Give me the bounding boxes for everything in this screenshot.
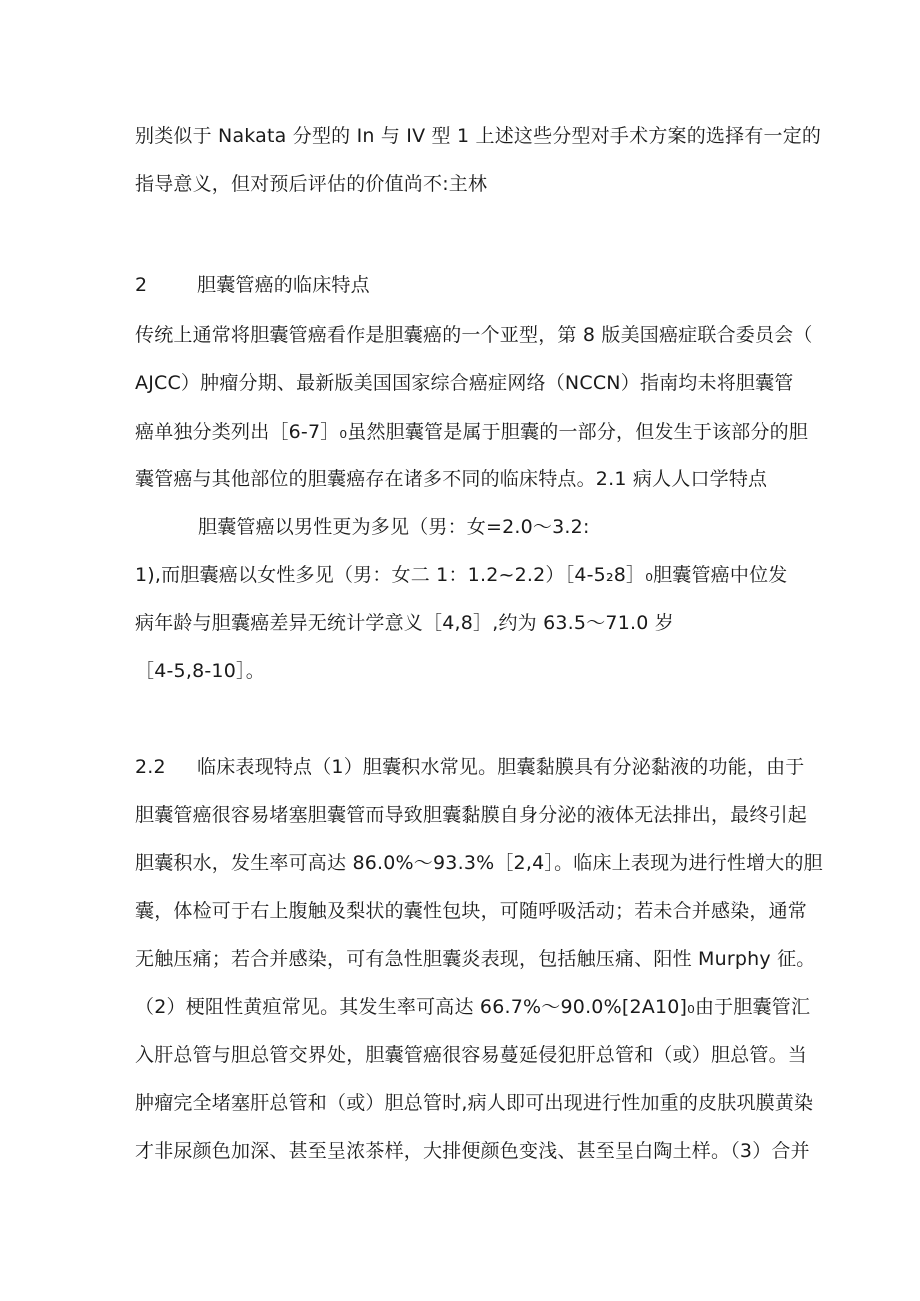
- intro-line-2: 指导意义，但对预后评估的价值尚不:主林: [135, 173, 488, 195]
- section-2-2-line-1-text: 临床表现特点（1）胆囊积水常见。胆囊黏膜具有分泌黏液的功能，由于: [197, 756, 805, 778]
- section-2-2-number: 2.2: [135, 756, 166, 778]
- section-2-2-line-2: 胆囊管癌很容易堵塞胆囊管而导致胆囊黏膜自身分泌的液体无法排出，最终引起: [135, 804, 808, 826]
- section-2-2-line-4: 囊，体检可于右上腹触及梨状的囊性包块，可随呼吸活动；若未合并感染，通常: [135, 900, 808, 922]
- section-2-1-line-3: 病年龄与胆囊癌差异无统计学意义［4,8］,约为 63.5〜71.0 岁: [135, 612, 674, 634]
- section-2-heading: [135, 273, 370, 297]
- section-2-2-line-9: 才非尿颜色加深、甚至呈浓茶样，大排便颜色变浅、甚至呈白陶土样。（3）合并: [135, 1140, 810, 1162]
- section-2-2-line-3: 胆囊积水，发生率可高达 86.0%〜93.3%［2,4］。临床上表现为进行性增大的胆: [135, 852, 823, 874]
- section-2-line-4: 囊管癌与其他部位的胆囊癌存在诸多不同的临床特点。2.1 病人人口学特点: [135, 468, 768, 490]
- section-2-line-2: AJCC）肿瘤分期、最新版美国国家综合癌症网络（NCCN）指南均未将胆囊管: [135, 372, 794, 394]
- section-2-line-1: 传统上通常将胆囊管癌看作是胆囊癌的一个亚型，第 8 版美国癌症联合委员会（: [135, 324, 813, 346]
- section-2-2-line-1: [135, 755, 805, 779]
- section-2-2-line-6: （2）梗阻性黄疸常见。其发生率可高达 66.7%〜90.0%[2A10]₀由于胆囊管汇: [135, 996, 811, 1018]
- section-2-line-3: 癌单独分类列出［6-7］₀虽然胆囊管是属于胆囊的一部分，但发生于该部分的胆: [135, 421, 809, 443]
- section-2-1-line-1: 胆囊管癌以男性更为多见（男：女=2.0〜3.2:: [198, 516, 590, 538]
- section-2-1-line-4: ［4-5,8-10］。: [135, 660, 265, 682]
- section-2-number: 2: [135, 274, 148, 296]
- intro-line-1: 别类似于 Nakata 分型的 In 与 IV 型 1 上述这些分型对手术方案的选择有一定的: [135, 125, 822, 147]
- section-2-2-line-8: 肿瘤完全堵塞肝总管和（或）胆总管时,病人即可出现进行性加重的皮肤巩膜黄染: [135, 1092, 814, 1114]
- section-2-title: 胆囊管癌的临床特点: [197, 274, 370, 296]
- section-2-1-line-2: 1),而胆囊癌以女性多见（男：女二 1：1.2~2.2）［4-5₂8］₀胆囊管癌中位发: [135, 564, 788, 586]
- section-2-2-line-7: 入肝总管与胆总管交界处，胆囊管癌很容易蔓延侵犯肝总管和（或）胆总管。当: [135, 1044, 808, 1066]
- section-2-2-line-5: 无触压痛；若合并感染，可有急性胆囊炎表现，包括触压痛、阳性 Murphy 征。: [135, 948, 816, 970]
